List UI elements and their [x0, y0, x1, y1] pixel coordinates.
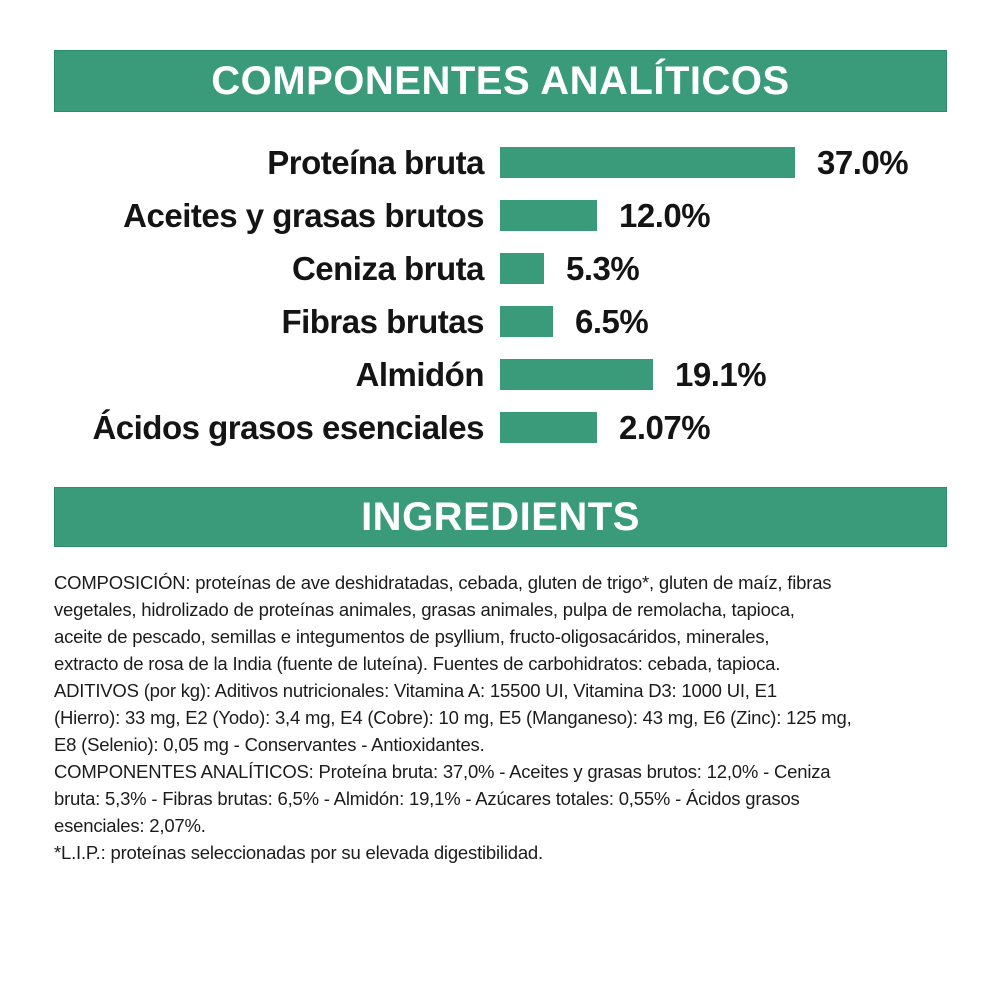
label-text-block: [54, 569, 954, 866]
chart-row-aceites-y-grasas: [54, 189, 947, 242]
chart-row-ceniza-bruta: [54, 242, 947, 295]
aditivos-text-line: E8 (Selenio): 0,05 mg - Conservantes - Antioxidantes.: [54, 734, 485, 755]
chart-category-label: Almidón: [355, 355, 484, 393]
componentes-analiticos-text-line: COMPONENTES ANALÍTICOS: Proteína bruta: 37,0% - Aceites y grasas brutos: 12,0% - Ceniza: [54, 761, 831, 782]
componentes-analiticos-text-line: esenciales: 2,07%.: [54, 815, 206, 836]
ingredients-title: INGREDIENTS: [361, 494, 640, 539]
chart-category-label: Fibras brutas: [281, 302, 484, 340]
chart-category-label: Ácidos grasos esenciales: [92, 408, 484, 446]
analytical-components-title: COMPONENTES ANALÍTICOS: [211, 58, 790, 103]
chart-value-label: 37.0%: [817, 143, 909, 181]
aditivos-text-line: ADITIVOS (por kg): Aditivos nutricionales: Vitamina A: 15500 UI, Vitamina D3: 1000 UI, E1: [54, 680, 777, 701]
chart-category-label: Proteína bruta: [267, 143, 484, 181]
aditivos-text-line: (Hierro): 33 mg, E2 (Yodo): 3,4 mg, E4 (Cobre): 10 mg, E5 (Manganeso): 43 mg, E6 (Zinc): 125 mg,: [54, 707, 852, 728]
componentes-analiticos-text-line: bruta: 5,3% - Fibras brutas: 6,5% - Almidón: 19,1% - Azúcares totales: 0,55% - Ácidos grasos: [54, 788, 800, 809]
analytical-components-banner: [54, 50, 947, 112]
chart-value-label: 2.07%: [619, 408, 711, 446]
chart-category-label: Aceites y grasas brutos: [123, 196, 484, 234]
chart-bar: [500, 306, 553, 337]
chart-bar: [500, 359, 653, 390]
chart-row-fibras-brutas: [54, 295, 947, 348]
lip-footnote-line: *L.I.P.: proteínas seleccionadas por su elevada digestibilidad.: [54, 842, 543, 863]
chart-row-acidos-grasos: [54, 401, 947, 454]
composicion-text-line: aceite de pescado, semillas e integumentos de psyllium, fructo-oligosacáridos, minerales,: [54, 626, 770, 647]
chart-row-proteina-bruta: [54, 136, 947, 189]
composicion-text-line: COMPOSICIÓN: proteínas de ave deshidratadas, cebada, gluten de trigo*, gluten de maíz, fibras: [54, 572, 832, 593]
composicion-text-line: vegetales, hidrolizado de proteínas animales, grasas animales, pulpa de remolacha, tapioca,: [54, 599, 795, 620]
ingredients-banner: [54, 487, 947, 547]
chart-value-label: 19.1%: [675, 355, 767, 393]
chart-bar: [500, 253, 544, 284]
chart-row-almidon: [54, 348, 947, 401]
chart-value-label: 12.0%: [619, 196, 711, 234]
chart-bar: [500, 200, 597, 231]
analytical-components-bar-chart: [54, 136, 947, 454]
composicion-text-line: extracto de rosa de la India (fuente de luteína). Fuentes de carbohidratos: cebada, tapioca.: [54, 653, 781, 674]
chart-value-label: 5.3%: [566, 249, 640, 287]
chart-bar: [500, 147, 795, 178]
chart-value-label: 6.5%: [575, 302, 649, 340]
chart-bar: [500, 412, 597, 443]
chart-category-label: Ceniza bruta: [291, 249, 484, 287]
